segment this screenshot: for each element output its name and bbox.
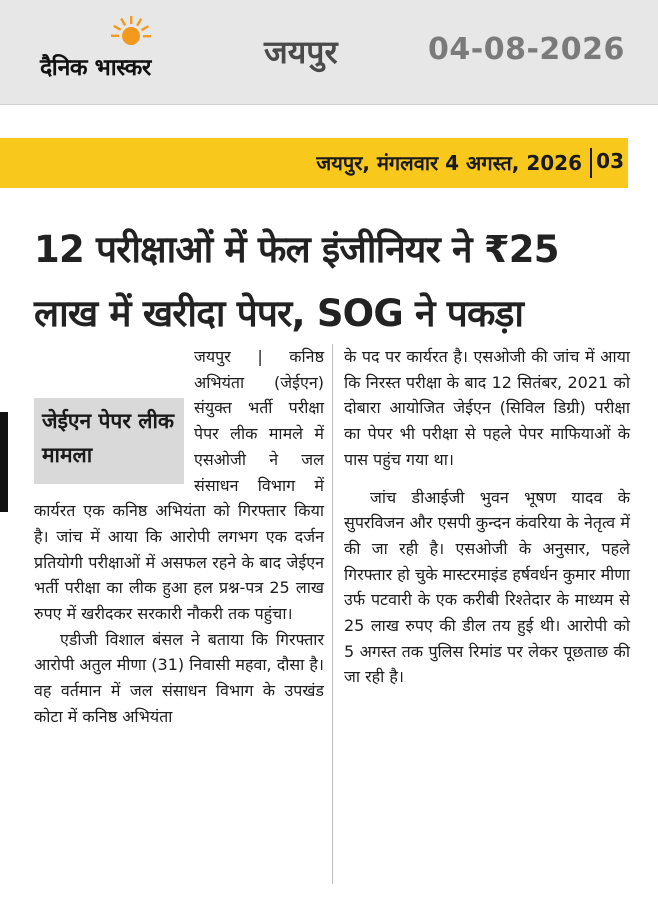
headline-line-2: लाख में खरीदा पेपर, SOG ने पकड़ा <box>34 292 524 335</box>
kicker-box: जेईएन पेपर लीक मामला <box>34 398 184 484</box>
epaper-header <box>0 0 658 105</box>
article-paragraph: एडीजी विशाल बंसल ने बताया कि गिरफ्तार आरोपी अतुल मीणा (31) निवासी महवा, दौसा है। वह वर्तमान में जल संसाधन विभाग के उपखंड कोटा में कनिष्ठ अभियंता <box>34 629 324 726</box>
dateline-bar <box>0 138 628 188</box>
article-paragraph: जयपुर | कनिष्ठ अभियंता (जेईएन) संयुक्त भर्ती परीक्षा पेपर लीक मामले में एसओजी ने जल संसाधन विभाग में कार्यरत एक कनिष्ठ अभियंता को गिरफ्तार किया है। जांच में आया कि आरोपी लगभग एक दर्जन प्रतियोगी परीक्षाओं में असफल रहने के बाद जेईएन भर्ती परीक्षा का लीक हुआ हल प्रश्न-पत्र 25 लाख रुपए में खरीदकर सरकारी नौकरी तक पहुंचा। <box>34 347 324 624</box>
article-paragraph: जांच डीआईजी भुवन भूषण यादव के सुपरविजन और एसपी कुन्दन कंवरिया के नेतृत्व में की जा रही है। एसओजी के अनुसार, पहले गिरफ्तार हो चुके मास्टरमाइंड हर्षवर्धन कुमार मीणा उर्फ पटवारी के एक करीबी रिश्तेदार के माध्यम से 25 लाख रुपए की डील तय हुई थी। आरोपी को 5 अगस्त तक पुलिस रिमांड पर लेकर पूछताछ की जा रही है। <box>344 487 630 687</box>
dateline-divider <box>590 148 592 178</box>
article-column-left <box>34 344 324 730</box>
page-number: 03 <box>596 149 624 173</box>
headline-line-1: 12 परीक्षाओं में फेल इंजीनियर ने ₹25 <box>34 228 559 271</box>
column-divider <box>332 344 333 884</box>
edition-date[interactable]: 04-08-2026 <box>428 32 625 67</box>
article-paragraph: के पद पर कार्यरत है। एसओजी की जांच में आया कि निरस्त परीक्षा के बाद 12 सितंबर, 2021 को दोबारा आयोजित जेईएन (सिविल डिग्री) परीक्षा का पेपर भी परीक्षा से पहले पेपर माफियाओं के पास पहुंच गया था। <box>344 347 630 469</box>
edition-city[interactable]: जयपुर <box>264 33 338 71</box>
page-edge-mark <box>0 412 8 512</box>
brand-name: दैनिक भास्कर <box>40 55 151 81</box>
dateline: जयपुर, मंगलवार 4 अगस्त, 2026 <box>316 151 582 175</box>
article-column-right <box>344 344 630 690</box>
brand-logo[interactable] <box>40 16 220 86</box>
sun-icon <box>110 16 152 48</box>
